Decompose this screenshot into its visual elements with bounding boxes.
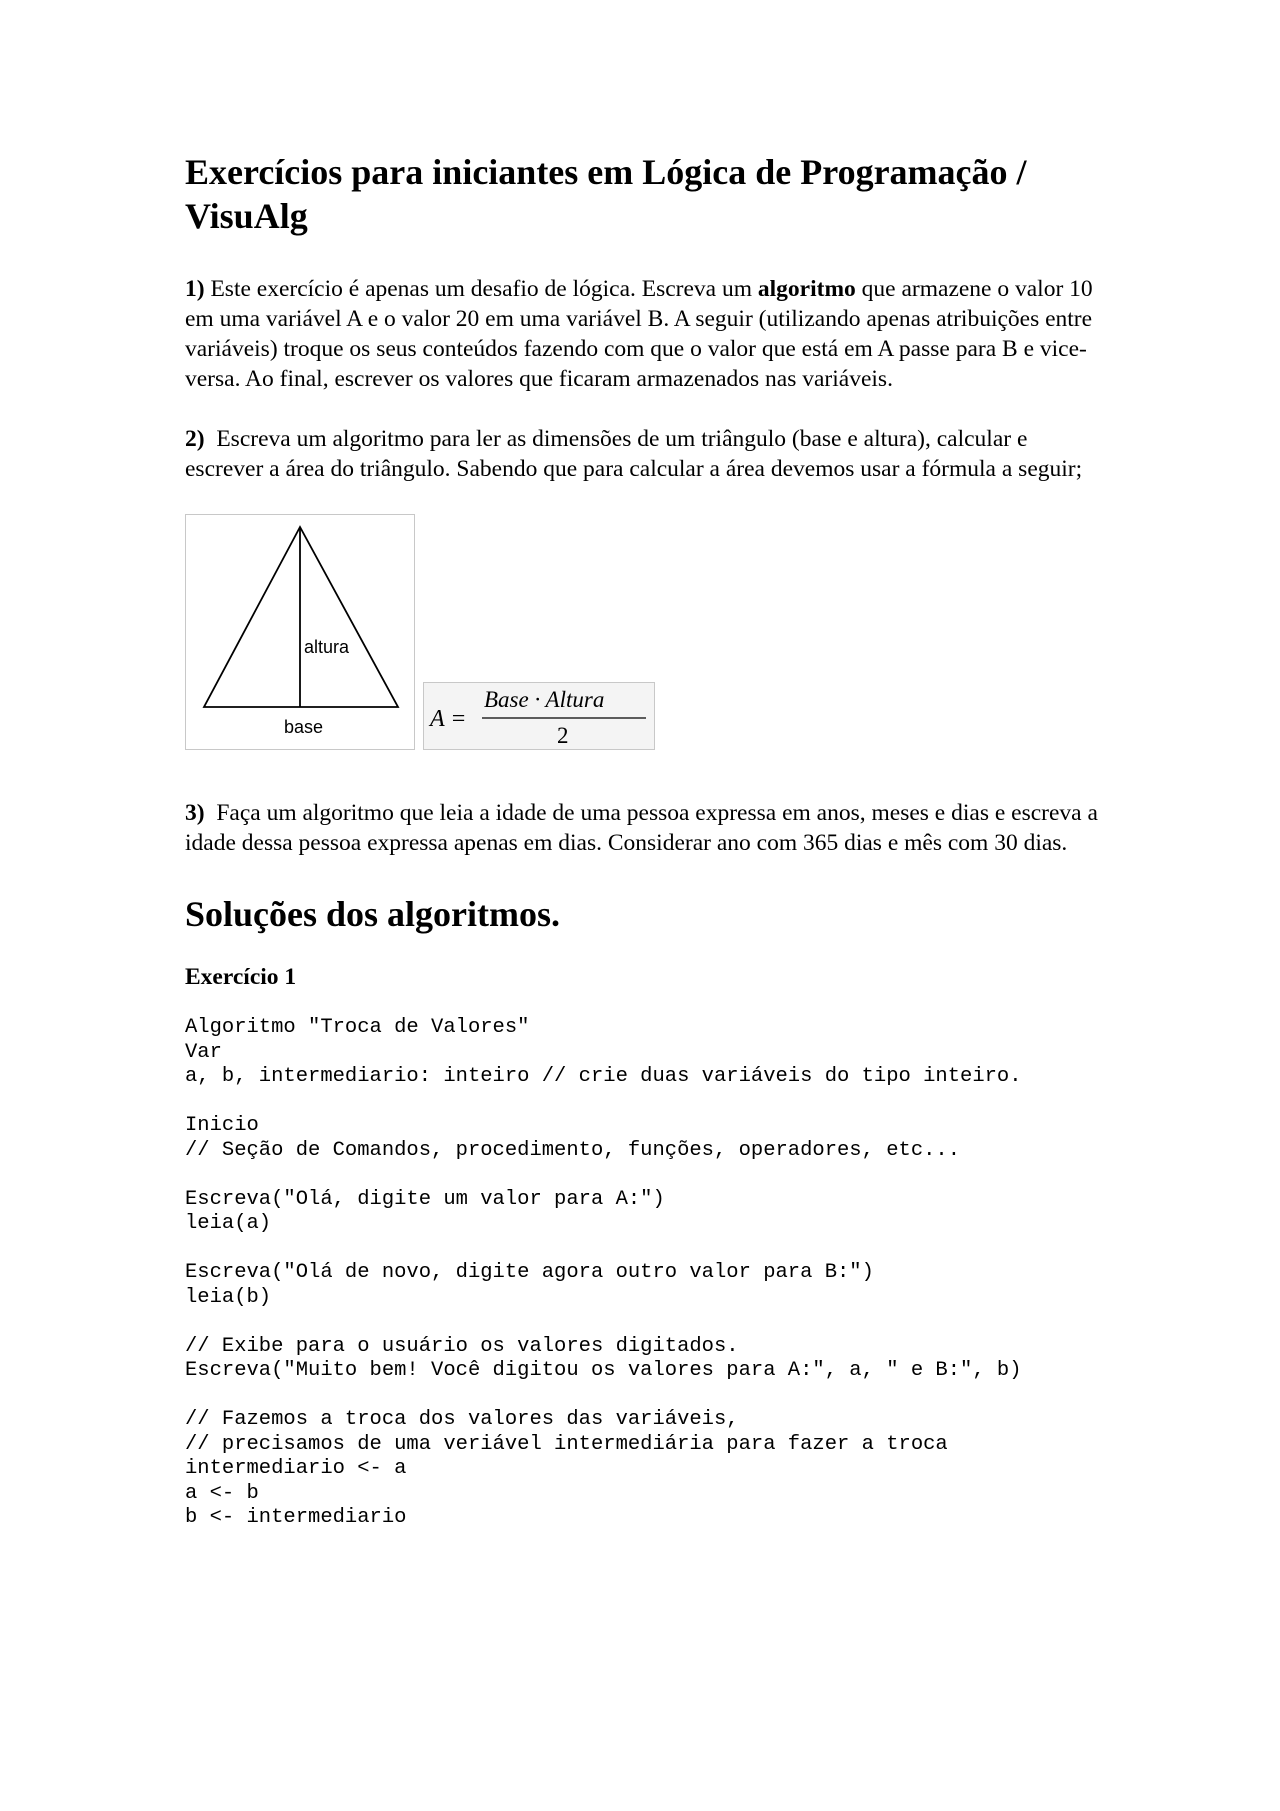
triangle-diagram — [186, 515, 414, 749]
formula-render — [424, 683, 654, 749]
triangle-shape — [204, 527, 398, 707]
page-title: Exercícios para iniciantes em Lógica de Programação / VisuAlg — [185, 152, 1027, 236]
code-line — [185, 1384, 1105, 1409]
formula-denominator: 2 — [557, 723, 569, 748]
base-label: base — [284, 717, 324, 737]
formula-lhs: A = — [430, 706, 467, 732]
exercise-2-number: 2) — [185, 426, 205, 452]
code-line: intermediario <- a — [185, 1457, 407, 1480]
area-formula — [423, 682, 655, 750]
code-line — [185, 1163, 1105, 1188]
code-line: Escreva("Olá de novo, digite agora outro valor para B:") — [185, 1261, 874, 1284]
code-block — [185, 1016, 1105, 1531]
code-line: a, b, intermediario: inteiro // crie duas variáveis do tipo inteiro. — [185, 1065, 1022, 1088]
code-line — [185, 1310, 1105, 1335]
code-line — [185, 1090, 1105, 1115]
solutions-heading: Soluções dos algoritmos. — [185, 894, 561, 934]
code-line: Escreva("Olá, digite um valor para A:") — [185, 1187, 665, 1211]
code-line: leia(a) — [185, 1212, 272, 1235]
code-line: Escreva("Muito bem! Você digitou os valores para A:", a, " e B:", b) — [185, 1359, 1022, 1382]
code-line — [185, 1237, 1105, 1262]
code-line: Algoritmo "Troca de Valores" — [185, 1016, 530, 1039]
triangle-figure-row — [185, 514, 1105, 758]
formula-numerator: Base · Altura — [484, 687, 605, 712]
exercise-1-text-a: Este exercício é apenas um desafio de lógica. Escreva um — [204, 276, 758, 302]
altura-label: altura — [304, 637, 350, 657]
triangle-image — [185, 514, 415, 750]
code-line: // Fazemos a troca dos valores das variáveis, — [185, 1408, 739, 1431]
code-line: Var — [185, 1040, 222, 1064]
exercise-2-text: Escreva um algoritmo para ler as dimensões de um triângulo (base e altura), calcular e escrever a área do triângulo. Sabendo que para calcular a área devemos usar a fórmula a seguir; — [185, 426, 1083, 482]
exercise-1-bold-word: algoritmo — [757, 276, 856, 302]
exercise-2 — [185, 424, 1105, 484]
code-line: leia(b) — [185, 1285, 272, 1309]
document-page — [185, 150, 1105, 1531]
exercise-3-number: 3) — [185, 800, 205, 826]
exercise-1-number: 1) — [185, 276, 205, 302]
code-line: // precisamos de uma veriável intermediária para fazer a troca — [185, 1432, 948, 1456]
code-line: a <- b — [185, 1481, 259, 1505]
exercise-3-text: Faça um algoritmo que leia a idade de uma pessoa expressa em anos, meses e dias e escreva a idade dessa pessoa expressa apenas em dias. Considerar ano com 365 dias e mês com 30 dias. — [185, 800, 1104, 856]
code-line: Inicio — [185, 1114, 259, 1137]
code-line: b <- intermediario — [185, 1506, 407, 1529]
code-line: // Exibe para o usuário os valores digitados. — [185, 1334, 739, 1358]
exercise-1-text-b: que armazene o valor 10 em uma variável A e o valor 20 em uma variável B. A seguir (utilizando apenas atribuições entre variáveis) troque os seus conteúdos fazendo com que o valor que está em A passe para B e vice-versa. Ao final, escrever os valores que ficaram armazenados nas variáveis. — [185, 276, 1093, 392]
exercise-1-heading: Exercício 1 — [185, 964, 297, 990]
exercise-1 — [185, 274, 1105, 394]
code-line: // Seção de Comandos, procedimento, funções, operadores, etc... — [185, 1138, 961, 1162]
exercise-3 — [185, 798, 1105, 858]
